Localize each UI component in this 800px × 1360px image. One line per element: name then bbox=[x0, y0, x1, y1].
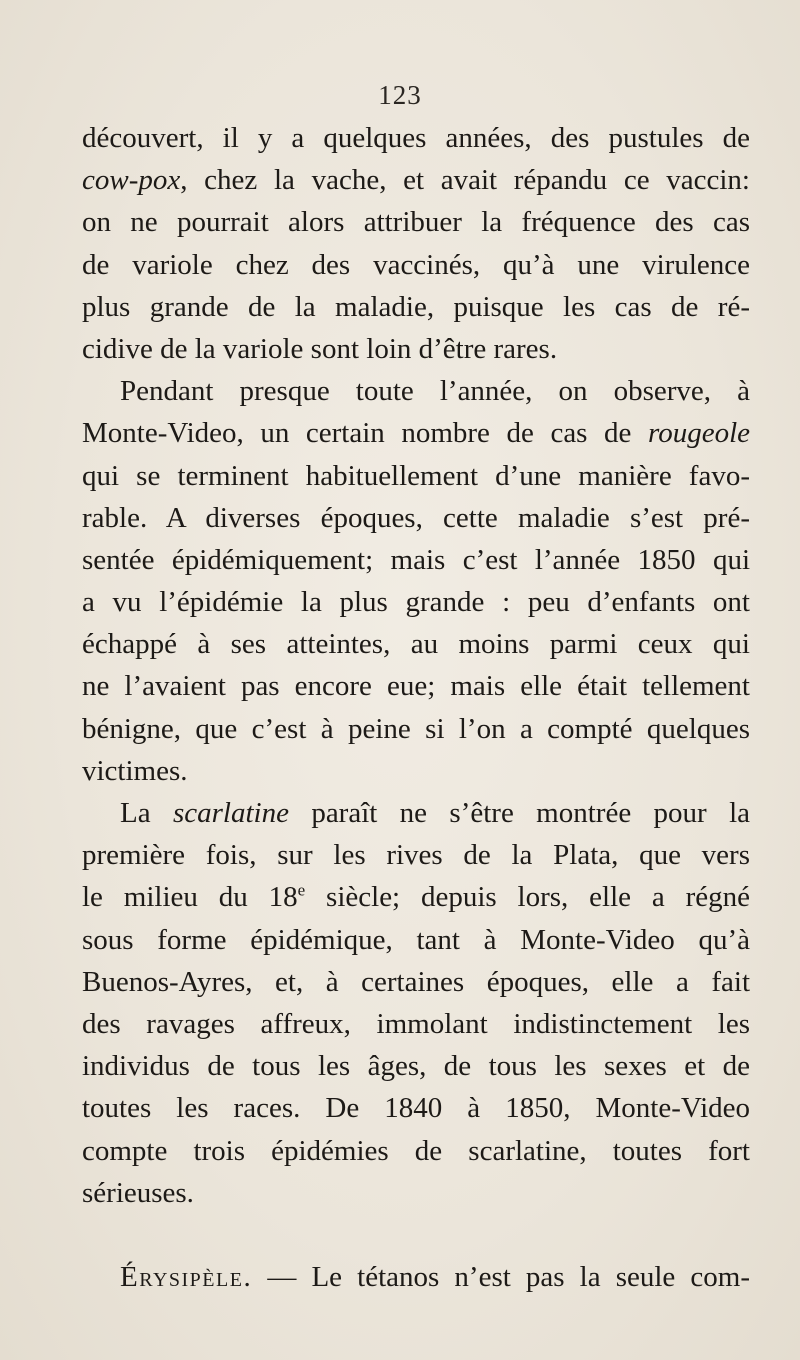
text-line bbox=[82, 581, 750, 623]
text-span: — Le tétanos n’est pas la seule com- bbox=[267, 1260, 751, 1293]
text-span: qui se terminent habituellement d’une manière favo- bbox=[82, 459, 750, 492]
text-span: ne l’avaient pas encore eue; mais elle était tellement bbox=[82, 670, 750, 703]
text-line bbox=[82, 201, 750, 243]
text-line bbox=[82, 919, 750, 961]
text-span: sous forme épidémique, tant à Monte-Video qu’à bbox=[82, 923, 750, 956]
italic-term-scarlatine: scarlatine bbox=[172, 797, 289, 829]
text-line bbox=[82, 159, 750, 201]
section-heading-line bbox=[82, 1256, 750, 1298]
text-line bbox=[82, 665, 750, 707]
text-line bbox=[82, 412, 750, 454]
text-span: siècle; depuis lors, elle a régné bbox=[326, 881, 751, 914]
text-span: on ne pourrait alors attribuer la fréquence des cas bbox=[82, 206, 750, 239]
text-span: a vu l’épidémie la plus grande : peu d’enfants ont bbox=[82, 586, 750, 619]
section-heading: Érysipèle. bbox=[120, 1260, 253, 1293]
text-span: compte trois épidémies de scarlatine, toutes fort bbox=[82, 1134, 750, 1167]
text-line bbox=[82, 834, 750, 876]
text-line bbox=[82, 497, 750, 539]
text-span: paraît ne s’être montrée pour la bbox=[311, 797, 750, 829]
text-span: cidive de la variole sont loin d’être rares. bbox=[82, 332, 558, 365]
text-span: , chez la vache, et avait répandu ce vaccin: bbox=[180, 164, 750, 197]
text-span: sentée épidémiquement; mais c’est l’année 1850 qui bbox=[82, 543, 750, 576]
text-span: de variole chez des vaccinés, qu’à une virulence bbox=[82, 248, 750, 281]
text-span: des ravages affreux, immolant indistinctement les bbox=[82, 1007, 750, 1040]
text-span: toutes les races. De 1840 à 1850, Monte-Video bbox=[82, 1092, 750, 1125]
italic-term-cow-pox: cow-pox bbox=[82, 164, 181, 197]
text-line bbox=[82, 1003, 750, 1045]
text-span: le milieu du 18 bbox=[82, 881, 298, 914]
text-span: rable. A diverses époques, cette maladie s’est pré- bbox=[82, 501, 750, 534]
text-line bbox=[82, 1087, 750, 1129]
text-span: échappé à ses atteintes, au moins parmi ceux qui bbox=[82, 628, 750, 661]
paragraph-start bbox=[82, 792, 750, 834]
text-span: victimes. bbox=[82, 754, 188, 787]
page-number: 123 bbox=[378, 80, 422, 110]
text-line bbox=[82, 1045, 750, 1087]
text-span: individus de tous les âges, de tous les sexes et de bbox=[82, 1050, 750, 1083]
text-line bbox=[82, 286, 750, 328]
text-span: plus grande de la maladie, puisque les cas de ré- bbox=[82, 290, 750, 323]
text-span: Pendant presque toute l’année, on observe, à bbox=[120, 375, 750, 408]
text-line bbox=[82, 750, 750, 792]
text-line bbox=[82, 961, 750, 1003]
text-span: La bbox=[120, 797, 151, 829]
paragraph-start bbox=[82, 370, 750, 412]
text-line bbox=[82, 117, 750, 159]
text-span: première fois, sur les rives de la Plata, que vers bbox=[82, 839, 750, 872]
superscript: e bbox=[297, 880, 306, 900]
text-line bbox=[82, 244, 750, 286]
text-line bbox=[82, 455, 750, 497]
text-line bbox=[82, 623, 750, 665]
text-line bbox=[82, 1130, 750, 1172]
text-span: Monte-Video, un certain nombre de cas de bbox=[82, 417, 632, 450]
text-line bbox=[82, 1172, 750, 1214]
italic-term-rougeole: rougeole bbox=[648, 417, 751, 450]
text-span: bénigne, que c’est à peine si l’on a compté quelques bbox=[82, 712, 750, 745]
text-span: sérieuses. bbox=[82, 1176, 194, 1209]
body-text bbox=[82, 117, 750, 1298]
text-line bbox=[82, 328, 750, 370]
text-line bbox=[82, 539, 750, 581]
text-line bbox=[82, 708, 750, 750]
text-span: Buenos-Ayres, et, à certaines époques, elle a fait bbox=[82, 965, 750, 998]
text-span: découvert, il y a quelques années, des pustules de bbox=[82, 122, 750, 154]
text-line bbox=[82, 876, 750, 918]
